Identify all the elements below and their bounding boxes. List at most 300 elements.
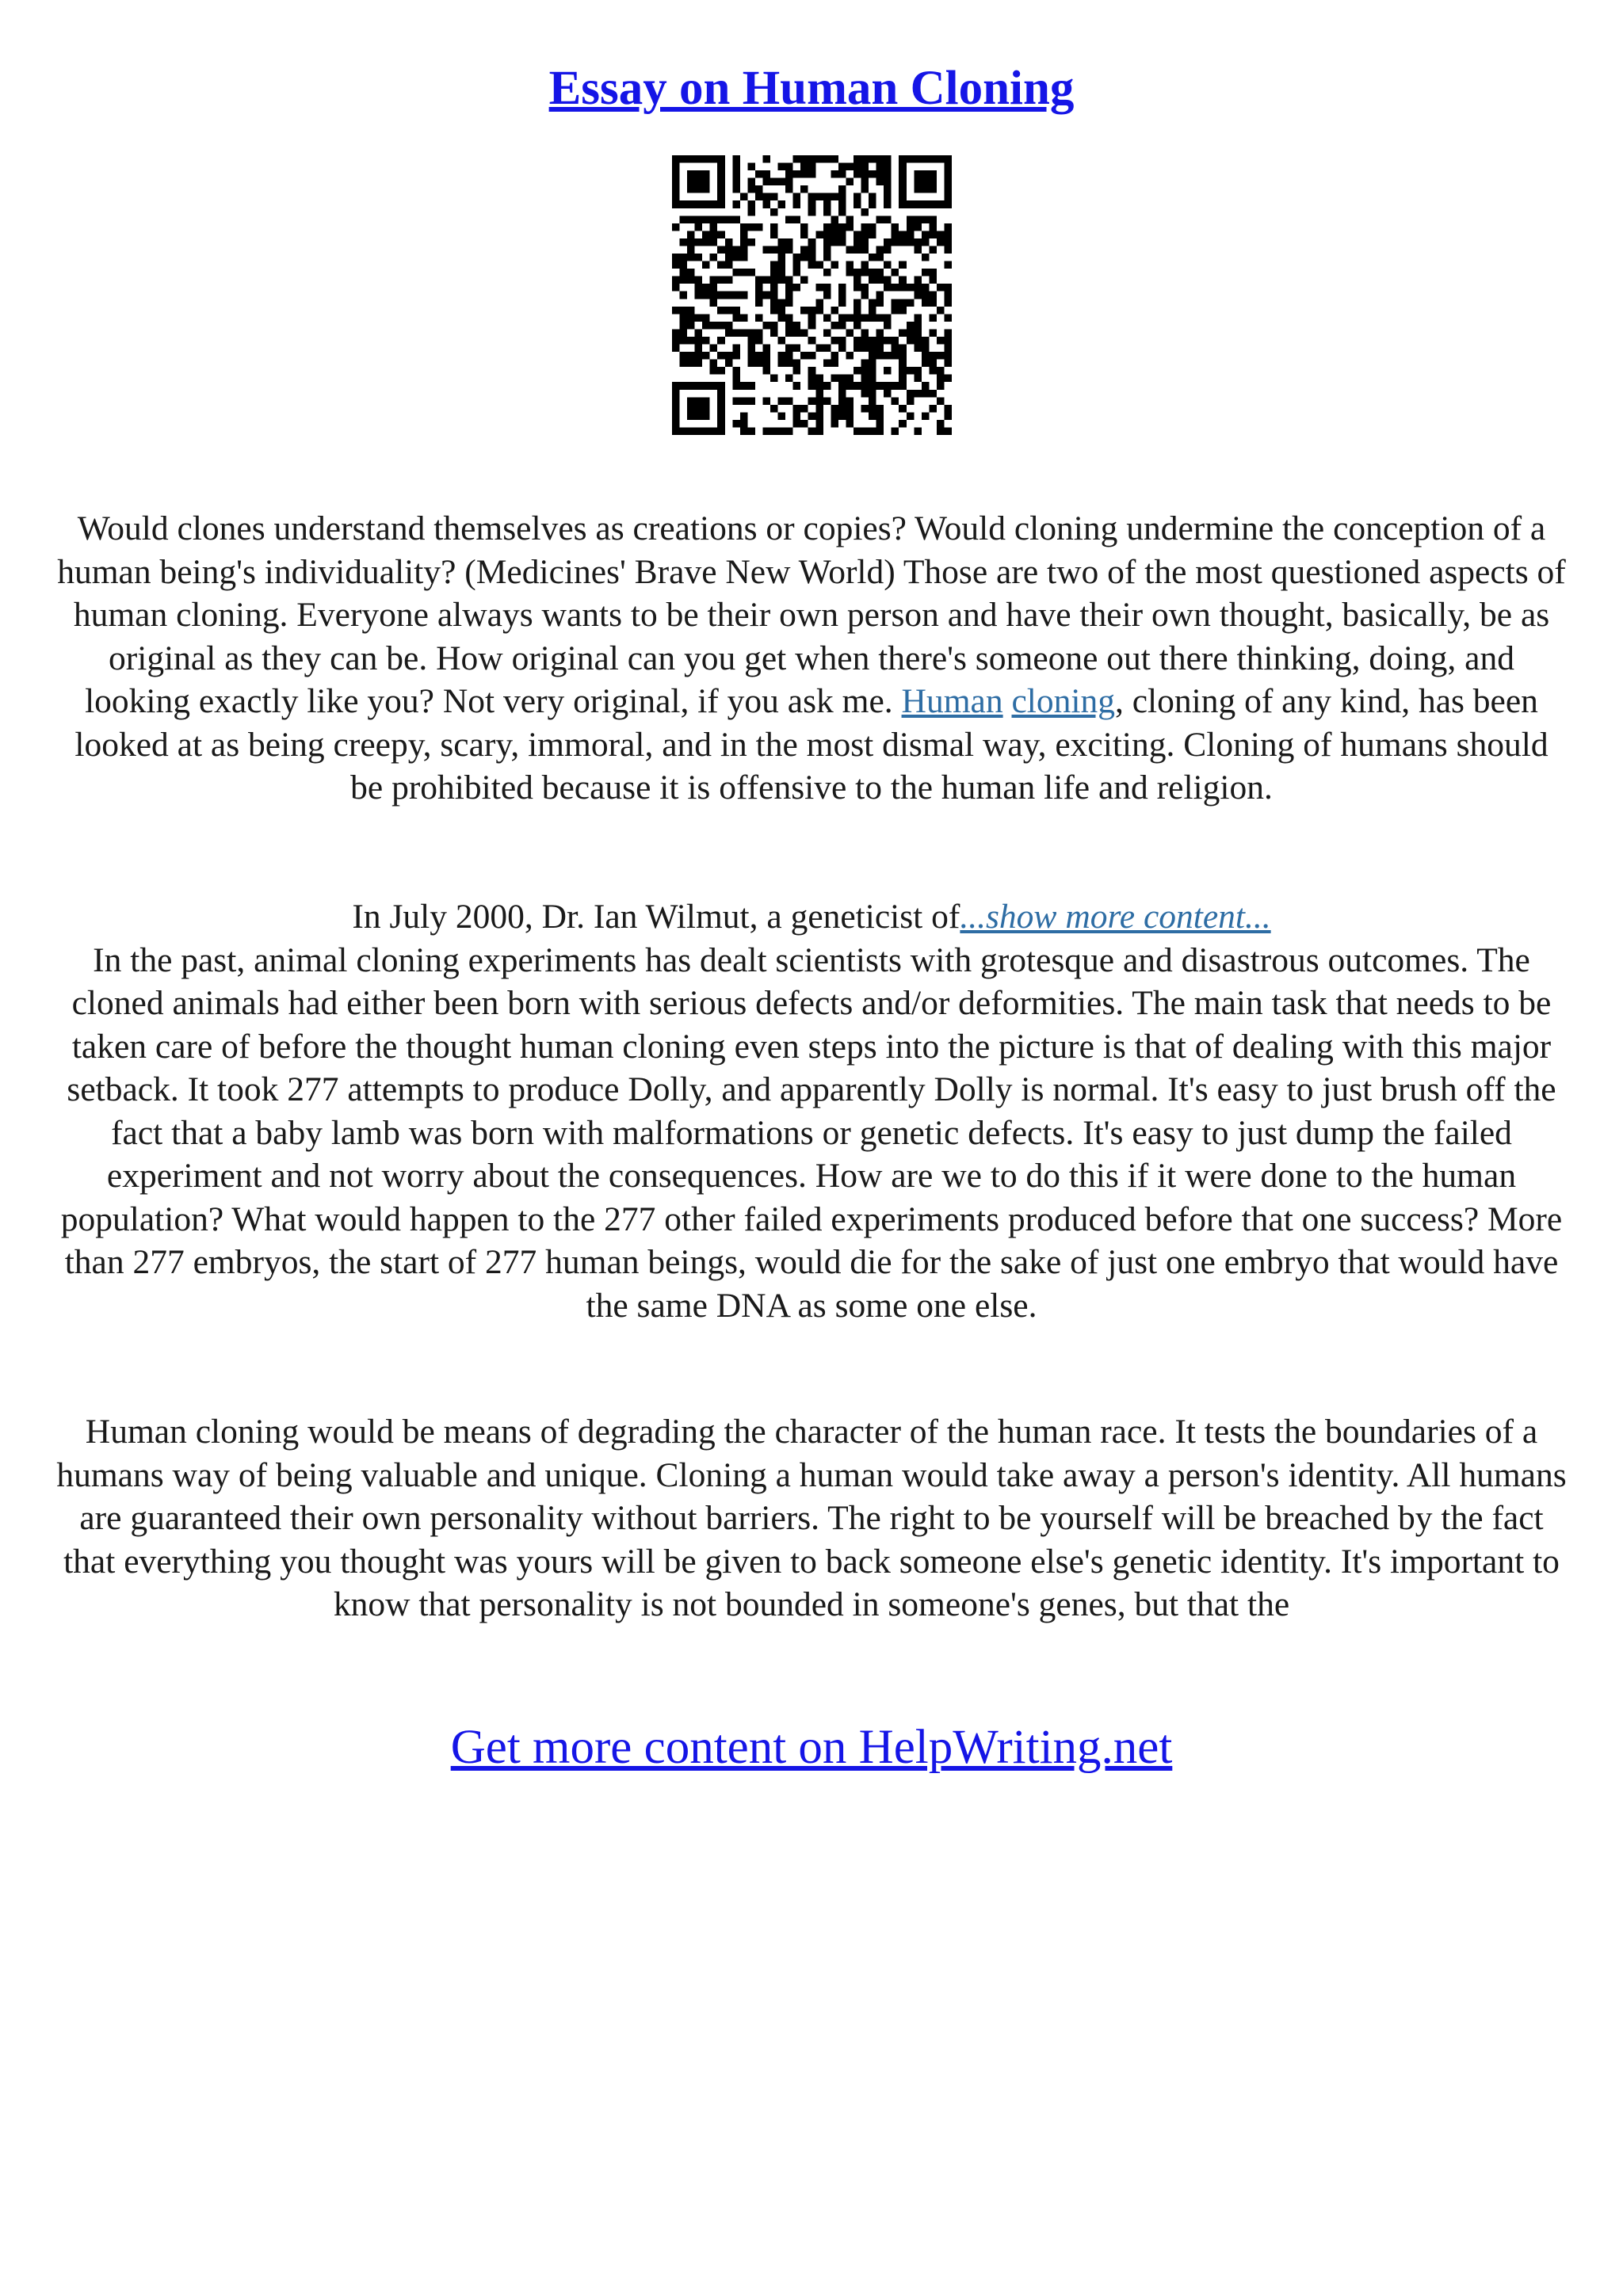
qr-module bbox=[922, 269, 930, 277]
qr-module bbox=[854, 238, 861, 246]
qr-module bbox=[785, 329, 793, 337]
qr-module bbox=[710, 231, 718, 238]
qr-module bbox=[778, 163, 786, 171]
qr-module bbox=[869, 367, 876, 375]
qr-module bbox=[846, 246, 854, 254]
qr-module bbox=[944, 170, 952, 178]
qr-module bbox=[755, 314, 763, 322]
qr-module bbox=[823, 345, 831, 353]
qr-module bbox=[922, 390, 930, 398]
qr-module bbox=[831, 231, 838, 238]
qr-module bbox=[778, 352, 786, 360]
qr-module bbox=[680, 215, 688, 223]
qr-module bbox=[884, 277, 892, 284]
qr-module bbox=[717, 337, 725, 345]
qr-module bbox=[899, 200, 907, 208]
qr-module bbox=[838, 193, 846, 201]
qr-module bbox=[770, 375, 778, 383]
qr-module bbox=[815, 412, 823, 420]
qr-module bbox=[800, 420, 808, 428]
qr-module bbox=[846, 261, 854, 269]
qr-module bbox=[944, 231, 952, 238]
qr-module bbox=[717, 382, 725, 390]
qr-module bbox=[702, 382, 710, 390]
qr-module bbox=[747, 329, 755, 337]
qr-module bbox=[929, 299, 937, 307]
qr-module bbox=[740, 223, 748, 231]
qr-module bbox=[762, 193, 770, 201]
qr-module bbox=[732, 292, 740, 299]
qr-module bbox=[740, 246, 748, 254]
qr-module bbox=[944, 314, 952, 322]
qr-module bbox=[861, 238, 869, 246]
qr-module bbox=[914, 390, 922, 398]
qr-module bbox=[899, 360, 907, 368]
qr-module bbox=[944, 427, 952, 435]
qr-module bbox=[747, 223, 755, 231]
helpwriting-link[interactable]: Get more content on HelpWriting.net bbox=[450, 1721, 1173, 1774]
qr-module bbox=[755, 352, 763, 360]
qr-module bbox=[937, 284, 945, 292]
qr-module bbox=[914, 215, 922, 223]
qr-module bbox=[778, 314, 786, 322]
qr-module bbox=[687, 231, 695, 238]
qr-module bbox=[892, 352, 899, 360]
qr-module bbox=[747, 208, 755, 216]
qr-module bbox=[929, 200, 937, 208]
qr-module bbox=[732, 307, 740, 315]
qr-module bbox=[876, 427, 884, 435]
qr-module bbox=[680, 238, 688, 246]
qr-module bbox=[929, 231, 937, 238]
qr-module bbox=[899, 345, 907, 353]
qr-module bbox=[823, 254, 831, 261]
qr-module bbox=[747, 185, 755, 193]
qr-module bbox=[823, 246, 831, 254]
qr-module bbox=[869, 345, 876, 353]
qr-module bbox=[717, 277, 725, 284]
qr-module bbox=[838, 223, 846, 231]
qr-module bbox=[831, 307, 838, 315]
qr-module bbox=[846, 412, 854, 420]
qr-module bbox=[892, 284, 899, 292]
qr-module bbox=[876, 412, 884, 420]
qr-module bbox=[717, 427, 725, 435]
qr-module bbox=[680, 277, 688, 284]
qr-module bbox=[680, 254, 688, 261]
qr-module bbox=[944, 360, 952, 368]
qr-module bbox=[876, 420, 884, 428]
qr-module bbox=[846, 223, 854, 231]
qr-module bbox=[785, 352, 793, 360]
qr-module bbox=[922, 292, 930, 299]
qr-module bbox=[725, 360, 733, 368]
qr-module bbox=[808, 375, 816, 383]
qr-module bbox=[710, 427, 718, 435]
qr-module bbox=[717, 215, 725, 223]
qr-module bbox=[793, 200, 801, 208]
qr-module bbox=[861, 329, 869, 337]
qr-module bbox=[854, 382, 861, 390]
qr-module bbox=[854, 314, 861, 322]
qr-module bbox=[869, 277, 876, 284]
qr-module bbox=[823, 200, 831, 208]
qr-module bbox=[838, 292, 846, 299]
qr-module bbox=[717, 200, 725, 208]
qr-module bbox=[869, 231, 876, 238]
qr-module bbox=[778, 337, 786, 345]
qr-module bbox=[854, 367, 861, 375]
qr-module bbox=[922, 178, 930, 186]
qr-module bbox=[944, 155, 952, 163]
qr-module bbox=[929, 185, 937, 193]
qr-module bbox=[732, 185, 740, 193]
qr-module bbox=[732, 375, 740, 383]
qr-module bbox=[702, 405, 710, 413]
qr-module bbox=[710, 200, 718, 208]
qr-module bbox=[717, 231, 725, 238]
qr-module bbox=[944, 193, 952, 201]
qr-module bbox=[800, 405, 808, 413]
qr-module bbox=[695, 215, 703, 223]
qr-module bbox=[884, 352, 892, 360]
qr-module bbox=[831, 223, 838, 231]
qr-module bbox=[695, 200, 703, 208]
qr-module bbox=[672, 277, 680, 284]
qr-module bbox=[869, 397, 876, 405]
qr-module bbox=[808, 367, 816, 375]
qr-module bbox=[770, 299, 778, 307]
qr-module bbox=[702, 238, 710, 246]
qr-module bbox=[695, 352, 703, 360]
qr-module bbox=[929, 269, 937, 277]
qr-module bbox=[695, 405, 703, 413]
qr-module bbox=[937, 337, 945, 345]
human-link[interactable]: Human bbox=[901, 682, 1003, 720]
qr-module bbox=[680, 382, 688, 390]
qr-module bbox=[755, 360, 763, 368]
qr-module bbox=[762, 352, 770, 360]
qr-module bbox=[823, 208, 831, 216]
qr-module bbox=[808, 163, 816, 171]
qr-module bbox=[876, 299, 884, 307]
qr-module bbox=[785, 215, 793, 223]
qr-module bbox=[800, 185, 808, 193]
qr-module bbox=[672, 193, 680, 201]
qr-module bbox=[899, 261, 907, 269]
qr-module bbox=[838, 284, 846, 292]
qr-module bbox=[815, 390, 823, 398]
qr-module bbox=[717, 367, 725, 375]
qr-module bbox=[929, 223, 937, 231]
qr-module bbox=[762, 322, 770, 330]
qr-module bbox=[740, 292, 748, 299]
qr-module bbox=[672, 427, 680, 435]
qr-module bbox=[695, 292, 703, 299]
qr-module bbox=[884, 185, 892, 193]
qr-module bbox=[929, 246, 937, 254]
qr-module bbox=[800, 155, 808, 163]
qr-module bbox=[725, 352, 733, 360]
qr-module bbox=[854, 163, 861, 171]
qr-module bbox=[680, 155, 688, 163]
qr-module bbox=[672, 261, 680, 269]
qr-module bbox=[823, 397, 831, 405]
qr-module bbox=[755, 329, 763, 337]
qr-module bbox=[884, 238, 892, 246]
qr-module bbox=[785, 284, 793, 292]
qr-module bbox=[944, 345, 952, 353]
qr-module bbox=[740, 314, 748, 322]
qr-module bbox=[907, 215, 915, 223]
qr-module bbox=[747, 427, 755, 435]
qr-module bbox=[876, 337, 884, 345]
qr-module bbox=[815, 397, 823, 405]
qr-module bbox=[854, 277, 861, 284]
qr-module bbox=[717, 246, 725, 254]
qr-module bbox=[861, 185, 869, 193]
qr-module bbox=[884, 284, 892, 292]
paragraph-3 bbox=[55, 1410, 1568, 1627]
qr-module bbox=[800, 277, 808, 284]
qr-module bbox=[793, 322, 801, 330]
qr-module bbox=[725, 307, 733, 315]
qr-module bbox=[778, 254, 786, 261]
qr-module bbox=[732, 352, 740, 360]
qr-module bbox=[793, 329, 801, 337]
qr-module bbox=[785, 170, 793, 178]
qr-module bbox=[944, 284, 952, 292]
qr-module bbox=[907, 329, 915, 337]
qr-module bbox=[854, 193, 861, 201]
qr-module bbox=[914, 277, 922, 284]
qr-module bbox=[899, 375, 907, 383]
qr-module bbox=[762, 427, 770, 435]
qr-module bbox=[793, 420, 801, 428]
qr-module bbox=[672, 170, 680, 178]
qr-module bbox=[815, 375, 823, 383]
qr-module bbox=[914, 170, 922, 178]
qr-module bbox=[717, 412, 725, 420]
qr-module bbox=[687, 314, 695, 322]
paragraph-2-lead: In July 2000, Dr. Ian Wilmut, a geneticist of bbox=[352, 898, 960, 936]
qr-module bbox=[785, 314, 793, 322]
qr-code-icon bbox=[672, 155, 952, 435]
qr-module bbox=[725, 277, 733, 284]
qr-module bbox=[831, 420, 838, 428]
qr-module bbox=[846, 397, 854, 405]
qr-module bbox=[922, 254, 930, 261]
qr-module bbox=[914, 200, 922, 208]
qr-module bbox=[785, 277, 793, 284]
qr-module bbox=[710, 284, 718, 292]
qr-module bbox=[717, 163, 725, 171]
qr-module bbox=[899, 170, 907, 178]
qr-module bbox=[914, 322, 922, 330]
qr-module bbox=[808, 314, 816, 322]
qr-module bbox=[876, 329, 884, 337]
qr-module bbox=[702, 427, 710, 435]
qr-module bbox=[831, 352, 838, 360]
qr-module bbox=[869, 155, 876, 163]
qr-module bbox=[785, 299, 793, 307]
qr-module bbox=[770, 307, 778, 315]
qr-module bbox=[922, 238, 930, 246]
qr-module bbox=[710, 277, 718, 284]
qr-module bbox=[929, 314, 937, 322]
qr-module bbox=[778, 307, 786, 315]
qr-module bbox=[672, 155, 680, 163]
qr-module bbox=[907, 223, 915, 231]
qr-module bbox=[831, 261, 838, 269]
qr-module bbox=[914, 185, 922, 193]
qr-module bbox=[876, 246, 884, 254]
qr-module bbox=[876, 170, 884, 178]
qr-module bbox=[725, 322, 733, 330]
qr-module bbox=[793, 261, 801, 269]
qr-module bbox=[861, 292, 869, 299]
qr-module bbox=[717, 420, 725, 428]
qr-module bbox=[937, 427, 945, 435]
qr-module bbox=[687, 200, 695, 208]
qr-module bbox=[717, 193, 725, 201]
title-link[interactable]: Essay on Human Cloning bbox=[548, 62, 1075, 115]
qr-module bbox=[702, 352, 710, 360]
qr-module bbox=[785, 375, 793, 383]
qr-module bbox=[831, 155, 838, 163]
qr-module bbox=[892, 427, 899, 435]
qr-module bbox=[687, 337, 695, 345]
qr-module bbox=[892, 238, 899, 246]
qr-module bbox=[823, 360, 831, 368]
qr-module bbox=[740, 420, 748, 428]
qr-module bbox=[899, 420, 907, 428]
show-more-link[interactable]: ...show more content... bbox=[960, 898, 1271, 936]
qr-module bbox=[929, 329, 937, 337]
qr-module bbox=[793, 170, 801, 178]
qr-module bbox=[922, 299, 930, 307]
qr-module bbox=[892, 337, 899, 345]
qr-module bbox=[747, 397, 755, 405]
qr-module bbox=[892, 382, 899, 390]
qr-module bbox=[785, 163, 793, 171]
qr-module bbox=[725, 238, 733, 246]
qr-module bbox=[929, 367, 937, 375]
qr-module bbox=[717, 307, 725, 315]
qr-module bbox=[899, 299, 907, 307]
qr-module bbox=[800, 307, 808, 315]
qr-module bbox=[838, 299, 846, 307]
qr-module bbox=[808, 193, 816, 201]
qr-module bbox=[710, 367, 718, 375]
qr-module bbox=[937, 200, 945, 208]
qr-module bbox=[861, 337, 869, 345]
qr-module bbox=[710, 292, 718, 299]
cloning-link[interactable]: cloning bbox=[1011, 682, 1115, 720]
qr-module bbox=[831, 412, 838, 420]
qr-module bbox=[838, 412, 846, 420]
qr-module bbox=[725, 246, 733, 254]
qr-module bbox=[861, 178, 869, 186]
qr-module bbox=[702, 397, 710, 405]
qr-module bbox=[702, 215, 710, 223]
qr-module bbox=[755, 337, 763, 345]
qr-module bbox=[702, 284, 710, 292]
qr-module bbox=[892, 231, 899, 238]
qr-module bbox=[702, 292, 710, 299]
qr-module bbox=[861, 269, 869, 277]
qr-module bbox=[876, 254, 884, 261]
qr-module bbox=[823, 231, 831, 238]
qr-module bbox=[831, 405, 838, 413]
qr-module bbox=[846, 269, 854, 277]
qr-module bbox=[914, 178, 922, 186]
qr-module bbox=[838, 375, 846, 383]
qr-module bbox=[869, 405, 876, 413]
qr-module bbox=[884, 337, 892, 345]
qr-module bbox=[823, 314, 831, 322]
qr-module bbox=[725, 261, 733, 269]
qr-module bbox=[944, 163, 952, 171]
qr-module bbox=[793, 254, 801, 261]
qr-module bbox=[740, 427, 748, 435]
qr-module bbox=[778, 397, 786, 405]
qr-module bbox=[785, 345, 793, 353]
qr-module bbox=[747, 269, 755, 277]
qr-module bbox=[732, 420, 740, 428]
qr-module bbox=[687, 382, 695, 390]
qr-module bbox=[695, 238, 703, 246]
qr-module bbox=[695, 345, 703, 353]
qr-module bbox=[838, 345, 846, 353]
qr-module bbox=[854, 200, 861, 208]
qr-module bbox=[899, 367, 907, 375]
qr-module bbox=[922, 170, 930, 178]
qr-module bbox=[732, 200, 740, 208]
qr-module bbox=[861, 208, 869, 216]
qr-module bbox=[907, 299, 915, 307]
qr-module bbox=[687, 246, 695, 254]
qr-module bbox=[869, 390, 876, 398]
qr-module bbox=[672, 382, 680, 390]
qr-module bbox=[869, 223, 876, 231]
qr-module bbox=[808, 155, 816, 163]
qr-module bbox=[687, 427, 695, 435]
qr-module bbox=[831, 238, 838, 246]
qr-module bbox=[944, 405, 952, 413]
qr-module bbox=[680, 261, 688, 269]
qr-module bbox=[800, 254, 808, 261]
qr-module bbox=[815, 345, 823, 353]
qr-module bbox=[732, 215, 740, 223]
qr-module bbox=[702, 314, 710, 322]
qr-module bbox=[922, 345, 930, 353]
qr-module bbox=[838, 208, 846, 216]
qr-module bbox=[808, 254, 816, 261]
qr-module bbox=[732, 345, 740, 353]
qr-module bbox=[846, 352, 854, 360]
qr-module bbox=[808, 337, 816, 345]
qr-module bbox=[815, 261, 823, 269]
qr-module bbox=[710, 360, 718, 368]
qr-module bbox=[838, 314, 846, 322]
qr-module bbox=[778, 299, 786, 307]
qr-module bbox=[869, 427, 876, 435]
qr-module bbox=[695, 178, 703, 186]
qr-module bbox=[861, 360, 869, 368]
qr-module bbox=[944, 352, 952, 360]
qr-module bbox=[907, 231, 915, 238]
